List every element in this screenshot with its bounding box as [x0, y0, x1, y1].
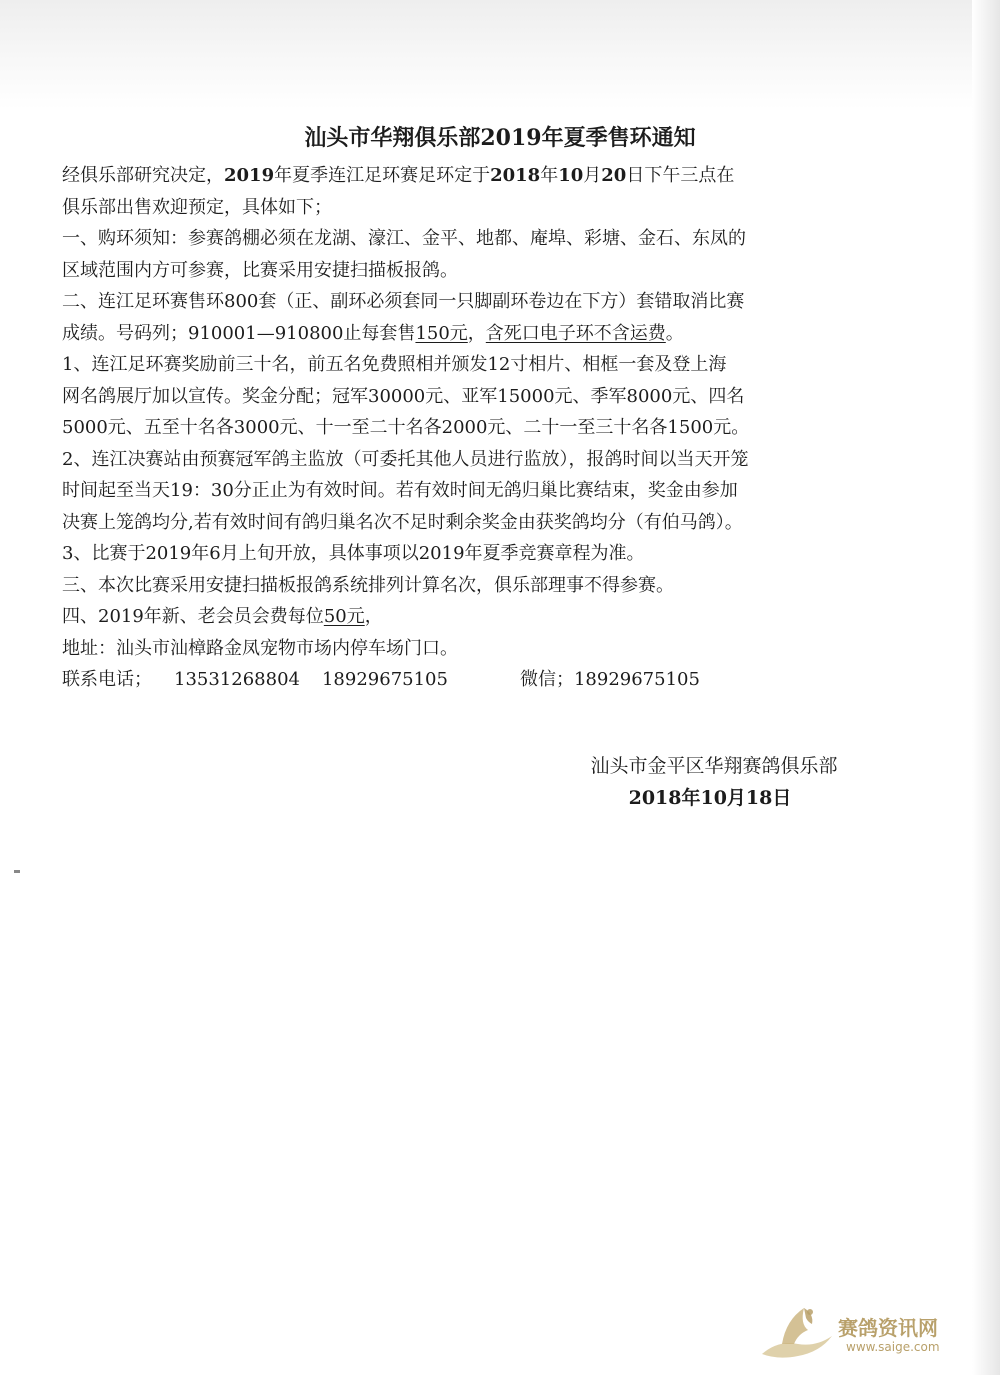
scan-shadow: [0, 0, 1000, 110]
pigeon-logo-icon: [758, 1300, 836, 1364]
year-text: 2019: [224, 165, 275, 186]
day-text: 20: [601, 165, 627, 186]
contact-line: [62, 664, 942, 696]
watermark-url: www.saige.com: [846, 1340, 940, 1354]
rule1-line-2: 网名鸽展厅加以宣传。奖金分配；冠军30000元、亚军15000元、季军8000元、四名: [62, 385, 745, 407]
item4-line: [62, 601, 942, 633]
item3-line: 三、本次比赛采用安捷扫描板报鸽系统排列计算名次，俱乐部理事不得参赛。: [62, 574, 674, 596]
rule1-line-3: 5000元、五至十名各3000元、十一至二十名各2000元、二十一至三十名各1500元。: [62, 417, 750, 438]
document-body: [62, 160, 942, 696]
intro-line-1: [62, 160, 942, 192]
text-span: 日下午三点在: [626, 165, 735, 186]
signature-org: 汕头市金平区华翔赛鸽俱乐部: [590, 755, 838, 777]
phone-number: 18929675105: [321, 669, 448, 690]
note-text: 含死口电子环不含运费: [485, 322, 666, 344]
month-text: 10: [558, 165, 584, 186]
rule2-line-1: 2、连江决赛站由预赛冠军鸽主监放（可委托其他人员进行监放），报鸽时间以当天开笼: [62, 448, 749, 470]
watermark-text: 赛鸽资讯网: [838, 1316, 938, 1340]
wechat-contact: 微信；18929675105: [519, 669, 700, 690]
watermark: [758, 1300, 958, 1364]
text-span: 。: [665, 322, 684, 344]
rule2-line-3: 决赛上笼鸽均分,若有效时间有鸽归巢名次不足时剩余奖金由获奖鸽均分（有伯马鸽）。: [62, 511, 743, 533]
contact-label: 联系电话；: [62, 669, 152, 690]
fee-text: 50元: [323, 606, 365, 627]
text-span: ，: [364, 606, 383, 627]
text-span: 年夏季连江足环赛足环定于: [274, 165, 491, 186]
document-title: 汕头市华翔俱乐部2019年夏季售环通知: [304, 125, 696, 151]
rule1-line-1: 1、连江足环赛奖励前三十名，前五名免费照相并颁发12寸相片、相框一套及登上海: [62, 354, 727, 375]
rule3-line: 3、比赛于2019年6月上旬开放，具体事项以2019年夏季竞赛章程为准。: [62, 543, 645, 564]
scan-edge: [972, 0, 1000, 1375]
text-span: 四、2019年新、老会员会费每位: [62, 606, 324, 627]
scan-speck: [14, 870, 20, 873]
phone-number: 13531268804: [174, 669, 300, 690]
item2-line-1: 二、连江足环赛售环800套（正、副环必须套同一只脚副环卷边在下方）套错取消比赛: [62, 291, 745, 312]
item1-line-1: 一、购环须知：参赛鸽棚必须在龙湖、濠江、金平、地都、庵埠、彩塘、金石、东凤的: [62, 228, 746, 249]
text-span: 成绩。号码列；910001—910800止每套售: [62, 322, 416, 344]
item2-line-2: [62, 318, 942, 350]
price-text: 150元: [415, 322, 468, 344]
year-text: 2018: [490, 165, 541, 186]
text-span: ，: [467, 322, 486, 344]
signature-block: [564, 750, 864, 814]
item1-line-2: 区域范围内方可参赛，比赛采用安捷扫描板报鸽。: [62, 259, 458, 281]
intro-line-2: 俱乐部出售欢迎预定，具体如下；: [62, 196, 332, 218]
text-span: 经俱乐部研究决定，: [62, 165, 224, 186]
address-line: 地址：汕头市汕樟路金凤宠物市场内停车场门口。: [62, 637, 458, 659]
text-span: 年: [540, 165, 559, 186]
rule2-line-2: 时间起至当天19：30分正止为有效时间。若有效时间无鸽归巢比赛结束，奖金由参加: [62, 480, 738, 501]
text-span: 月: [583, 165, 602, 186]
signature-date: 2018年10月18日: [628, 787, 792, 809]
